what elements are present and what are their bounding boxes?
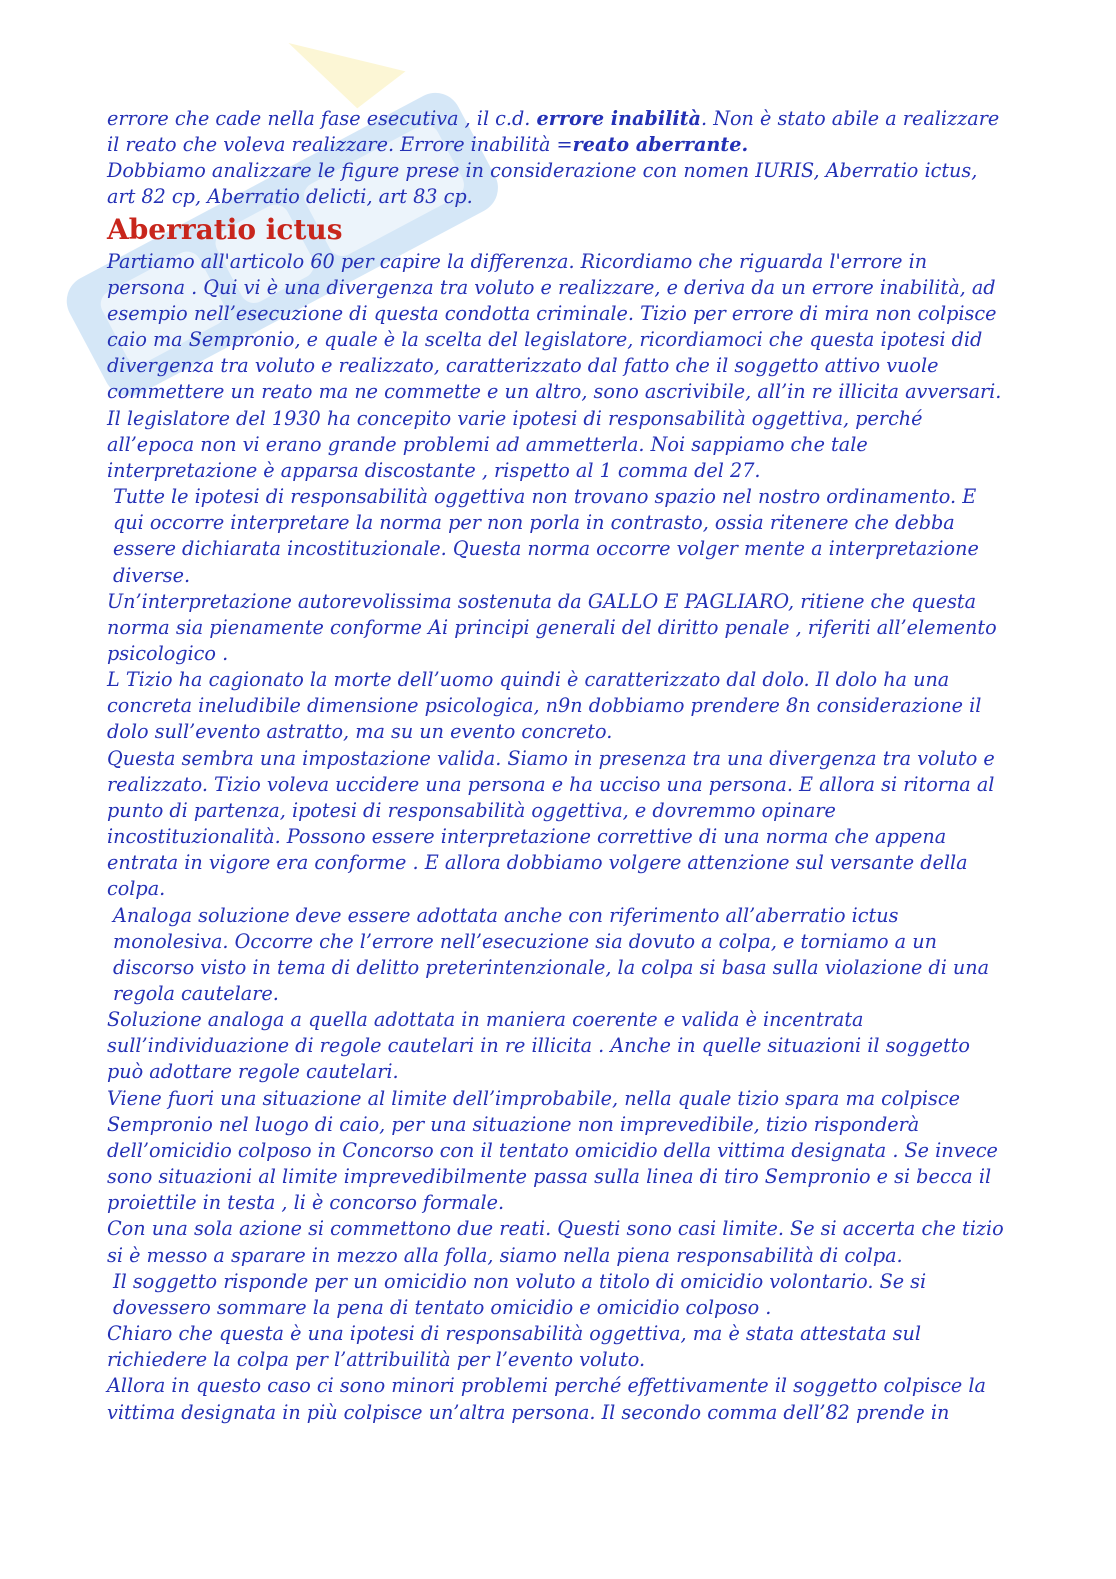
paragraph: Soluzione analoga a quella adottata in maniera coerente e valida è incentrata sull’individuazione di regole cautelari in re illicita . Anche in quelle situazioni il soggetto può adottare regole cautelari. <box>107 1008 970 1084</box>
paragraph: Partiamo all'articolo 60 per capire la differenza. Ricordiamo che riguarda l'errore in persona . Qui vi è una divergenza tra voluto e realizzare, e deriva da un errore inabilità, ad esempio nell’esecuzione di questa condotta criminale. Tizio per errore di mira non colpisce caio ma Sempronio, e quale è la scelta del legislatore, ricordiamoci che questa ipotesi did divergenza tra voluto e realizzato, caratterizzato dal fatto che il soggetto attivo vuole commettere un reato ma ne commette e un altro, sono ascrivibile, all’in re illicita avversari. <box>107 249 1002 404</box>
paragraph: Il legislatore del 1930 ha concepito varie ipotesi di responsabilità oggettiva, perché all’epoca non vi erano grande problemi ad ammetterla. Noi sappiamo che tale interpretazione è apparsa discostante , rispetto al 1 comma del 27. <box>107 406 923 482</box>
document-body <box>107 106 1007 1426</box>
paragraph: Chiaro che questa è una ipotesi di responsabilità oggettiva, ma è stata attestata sul richiedere la colpa per l’attribuilità per l’evento voluto. <box>107 1322 921 1372</box>
reato-aberrante-term: reato aberrante. <box>572 133 749 157</box>
intro-paragraph-1: errore che cade nella fase esecutiva , il c.d. errore inabilità. Non è stato abile a realizzare il reato che voleva realizzare. Errore inabilità =reato aberrante. <box>107 107 1000 157</box>
paragraph: Viene fuori una situazione al limite dell’improbabile, nella quale tizio spara ma colpisce Sempronio nel luogo di caio, per una situazione non imprevedibile, tizio risponderà dell’omicidio colposo in Concorso con il tentato omicidio della vittima designata . Se invece sono situazioni al limite imprevedibilmente passa sulla linea di tiro Sempronio e si becca il proiettile in testa , li è concorso formale. <box>107 1086 998 1215</box>
paragraph: Un’interpretazione autorevolissima sostenuta da GALLO E PAGLIARO, ritiene che questa norma sia pienamente conforme Ai principi generali del diritto penale , riferiti all’elemento psicologico . <box>107 589 997 665</box>
paragraph: L Tizio ha cagionato la morte dell’uomo quindi è caratterizzato dal dolo. Il dolo ha una concreta ineludibile dimensione psicologica, n9n dobbiamo prendere 8n considerazione il dolo sull’evento astratto, ma su un evento concreto. <box>107 668 982 744</box>
paragraph: Questa sembra una impostazione valida. Siamo in presenza tra una divergenza tra voluto e realizzato. Tizio voleva uccidere una persona e ha ucciso una persona. E allora si ritorna al punto di partenza, ipotesi di responsabilità oggettiva, e dovremmo opinare incostituzionalità. Possono essere interpretazione correttive di una norma che appena entrata in vigore era conforme . E allora dobbiamo volgere attenzione sul versante della colpa. <box>107 746 995 901</box>
paragraph: Tutte le ipotesi di responsabilità oggettiva non trovano spazio nel nostro ordinamento. E qui occorre interpretare la norma per non porla in contrasto, ossia ritenere che debba essere dichiarata incostituzionale. Questa norma occorre volger mente a interpretazione diverse. <box>113 485 979 587</box>
intro-paragraph-2: Dobbiamo analizzare le figure prese in considerazione con nomen IURIS, Aberratio ictus, art 82 cp, Aberratio delicti, art 83 cp. <box>107 159 978 209</box>
paragraph: Analoga soluzione deve essere adottata anche con riferimento all’aberratio ictus monolesiva. Occorre che l’errore nell’esecuzione sia dovuto a colpa, e torniamo a un discorso visto in tema di delitto preterintenzionale, la colpa si basa sulla violazione di una regola cautelare. <box>113 903 990 1005</box>
errore-inabilita-term: errore inabilità <box>536 107 701 130</box>
paragraph: Il soggetto risponde per un omicidio non voluto a titolo di omicidio volontario. Se si dovessero sommare la pena di tentato omicidio e omicidio colposo . <box>113 1269 927 1319</box>
paragraph: Con una sola azione si commettono due reati. Questi sono casi limite. Se si accerta che tizio si è messo a sparare in mezzo alla folla, siamo nella piena responsabilità di colpa. <box>107 1217 1004 1267</box>
section-heading: Aberratio ictus <box>107 212 343 246</box>
paragraph: Allora in questo caso ci sono minori problemi perché effettivamente il soggetto colpisce la vittima designata in più colpisce un’altra persona. Il secondo comma dell’82 prende in <box>107 1374 986 1424</box>
